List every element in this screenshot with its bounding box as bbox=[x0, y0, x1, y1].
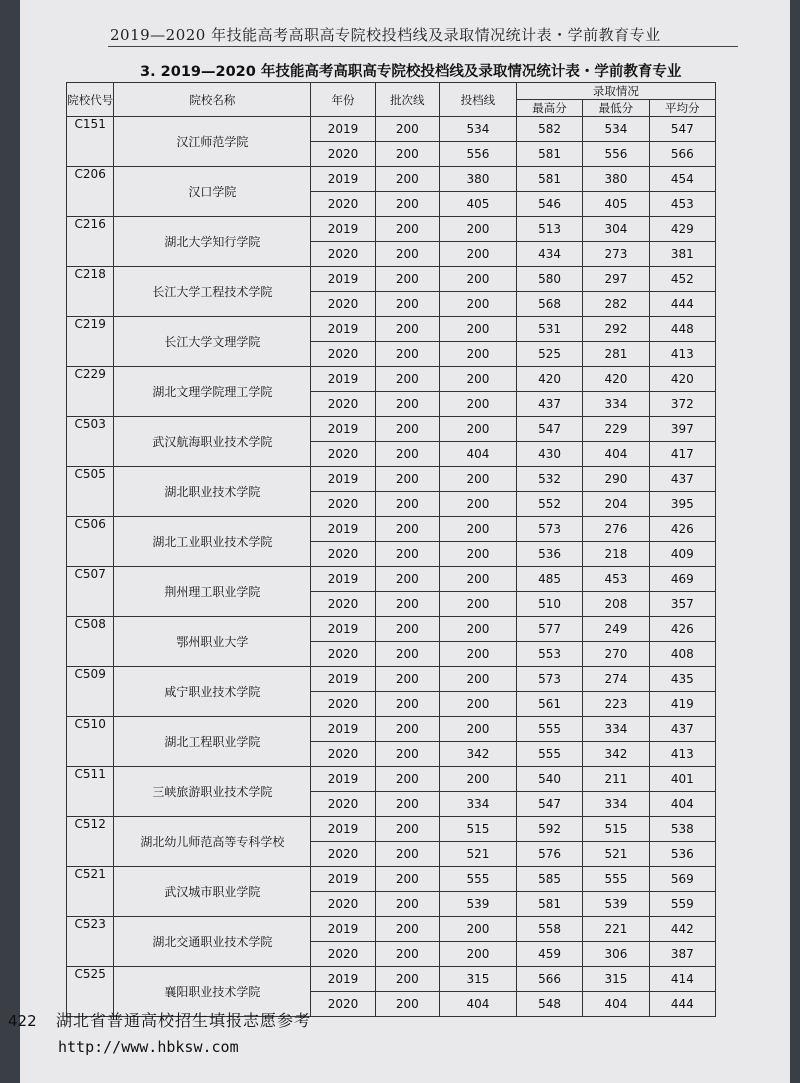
avg-score-cell: 395 bbox=[649, 492, 715, 517]
min-score-cell: 208 bbox=[583, 592, 649, 617]
publication-title: 湖北省普通高校招生填报志愿参考 bbox=[56, 1011, 312, 1030]
max-score-cell: 573 bbox=[516, 517, 582, 542]
page-number: 422 bbox=[8, 1012, 37, 1030]
school-code: C523 bbox=[67, 917, 114, 967]
avg-score-cell: 435 bbox=[649, 667, 715, 692]
toudang-line-cell: 200 bbox=[439, 267, 516, 292]
batch-line-cell: 200 bbox=[375, 742, 439, 767]
min-score-cell: 334 bbox=[583, 392, 649, 417]
table-body bbox=[67, 117, 716, 1017]
toudang-line-cell: 405 bbox=[439, 192, 516, 217]
header-min: 最低分 bbox=[583, 100, 649, 117]
max-score-cell: 531 bbox=[516, 317, 582, 342]
year-cell: 2020 bbox=[311, 992, 375, 1017]
school-name: 湖北工业职业技术学院 bbox=[114, 517, 311, 567]
batch-line-cell: 200 bbox=[375, 117, 439, 142]
batch-line-cell: 200 bbox=[375, 917, 439, 942]
batch-line-cell: 200 bbox=[375, 817, 439, 842]
max-score-cell: 434 bbox=[516, 242, 582, 267]
year-cell: 2019 bbox=[311, 717, 375, 742]
max-score-cell: 513 bbox=[516, 217, 582, 242]
min-score-cell: 405 bbox=[583, 192, 649, 217]
school-code: C151 bbox=[67, 117, 114, 167]
year-cell: 2019 bbox=[311, 117, 375, 142]
batch-line-cell: 200 bbox=[375, 592, 439, 617]
avg-score-cell: 413 bbox=[649, 342, 715, 367]
toudang-line-cell: 200 bbox=[439, 692, 516, 717]
batch-line-cell: 200 bbox=[375, 267, 439, 292]
batch-line-cell: 200 bbox=[375, 167, 439, 192]
table-row bbox=[67, 267, 716, 292]
avg-score-cell: 420 bbox=[649, 367, 715, 392]
toudang-line-cell: 342 bbox=[439, 742, 516, 767]
avg-score-cell: 453 bbox=[649, 192, 715, 217]
header-code: 院校代号 bbox=[67, 83, 114, 117]
year-cell: 2019 bbox=[311, 517, 375, 542]
toudang-line-cell: 380 bbox=[439, 167, 516, 192]
batch-line-cell: 200 bbox=[375, 767, 439, 792]
toudang-line-cell: 404 bbox=[439, 442, 516, 467]
batch-line-cell: 200 bbox=[375, 667, 439, 692]
school-code: C510 bbox=[67, 717, 114, 767]
year-cell: 2019 bbox=[311, 367, 375, 392]
year-cell: 2019 bbox=[311, 317, 375, 342]
school-name: 武汉航海职业技术学院 bbox=[114, 417, 311, 467]
school-name: 湖北交通职业技术学院 bbox=[114, 917, 311, 967]
batch-line-cell: 200 bbox=[375, 942, 439, 967]
max-score-cell: 568 bbox=[516, 292, 582, 317]
toudang-line-cell: 200 bbox=[439, 317, 516, 342]
max-score-cell: 548 bbox=[516, 992, 582, 1017]
min-score-cell: 534 bbox=[583, 117, 649, 142]
max-score-cell: 540 bbox=[516, 767, 582, 792]
table-row bbox=[67, 517, 716, 542]
toudang-line-cell: 200 bbox=[439, 667, 516, 692]
min-score-cell: 334 bbox=[583, 717, 649, 742]
min-score-cell: 404 bbox=[583, 992, 649, 1017]
toudang-line-cell: 404 bbox=[439, 992, 516, 1017]
avg-score-cell: 397 bbox=[649, 417, 715, 442]
table-row bbox=[67, 667, 716, 692]
year-cell: 2020 bbox=[311, 142, 375, 167]
year-cell: 2019 bbox=[311, 667, 375, 692]
year-cell: 2019 bbox=[311, 617, 375, 642]
avg-score-cell: 559 bbox=[649, 892, 715, 917]
max-score-cell: 561 bbox=[516, 692, 582, 717]
batch-line-cell: 200 bbox=[375, 442, 439, 467]
toudang-line-cell: 315 bbox=[439, 967, 516, 992]
max-score-cell: 566 bbox=[516, 967, 582, 992]
header-name: 院校名称 bbox=[114, 83, 311, 117]
min-score-cell: 292 bbox=[583, 317, 649, 342]
year-cell: 2019 bbox=[311, 867, 375, 892]
header-rule bbox=[108, 46, 738, 47]
year-cell: 2019 bbox=[311, 217, 375, 242]
school-code: C508 bbox=[67, 617, 114, 667]
table-row bbox=[67, 767, 716, 792]
avg-score-cell: 381 bbox=[649, 242, 715, 267]
toudang-line-cell: 556 bbox=[439, 142, 516, 167]
toudang-line-cell: 200 bbox=[439, 917, 516, 942]
max-score-cell: 581 bbox=[516, 167, 582, 192]
avg-score-cell: 437 bbox=[649, 717, 715, 742]
batch-line-cell: 200 bbox=[375, 392, 439, 417]
max-score-cell: 592 bbox=[516, 817, 582, 842]
toudang-line-cell: 200 bbox=[439, 942, 516, 967]
header-batch-line: 批次线 bbox=[375, 83, 439, 117]
year-cell: 2019 bbox=[311, 167, 375, 192]
school-name: 湖北工程职业学院 bbox=[114, 717, 311, 767]
max-score-cell: 573 bbox=[516, 667, 582, 692]
min-score-cell: 380 bbox=[583, 167, 649, 192]
min-score-cell: 315 bbox=[583, 967, 649, 992]
school-code: C507 bbox=[67, 567, 114, 617]
max-score-cell: 585 bbox=[516, 867, 582, 892]
header-avg: 平均分 bbox=[649, 100, 715, 117]
header-admission: 录取情况 bbox=[516, 83, 715, 100]
batch-line-cell: 200 bbox=[375, 467, 439, 492]
school-name: 长江大学文理学院 bbox=[114, 317, 311, 367]
year-cell: 2020 bbox=[311, 242, 375, 267]
batch-line-cell: 200 bbox=[375, 142, 439, 167]
table-header-row bbox=[67, 83, 716, 100]
school-code: C216 bbox=[67, 217, 114, 267]
toudang-line-cell: 200 bbox=[439, 567, 516, 592]
school-name: 鄂州职业大学 bbox=[114, 617, 311, 667]
footer-url: http://www.hbksw.com bbox=[58, 1038, 239, 1056]
max-score-cell: 485 bbox=[516, 567, 582, 592]
batch-line-cell: 200 bbox=[375, 217, 439, 242]
max-score-cell: 555 bbox=[516, 742, 582, 767]
avg-score-cell: 408 bbox=[649, 642, 715, 667]
toudang-line-cell: 539 bbox=[439, 892, 516, 917]
max-score-cell: 547 bbox=[516, 792, 582, 817]
year-cell: 2020 bbox=[311, 442, 375, 467]
table-row bbox=[67, 617, 716, 642]
year-cell: 2019 bbox=[311, 767, 375, 792]
table-row bbox=[67, 467, 716, 492]
min-score-cell: 274 bbox=[583, 667, 649, 692]
table-row bbox=[67, 167, 716, 192]
year-cell: 2020 bbox=[311, 842, 375, 867]
avg-score-cell: 426 bbox=[649, 617, 715, 642]
max-score-cell: 437 bbox=[516, 392, 582, 417]
year-cell: 2020 bbox=[311, 392, 375, 417]
min-score-cell: 515 bbox=[583, 817, 649, 842]
toudang-line-cell: 200 bbox=[439, 717, 516, 742]
header-year: 年份 bbox=[311, 83, 375, 117]
year-cell: 2019 bbox=[311, 567, 375, 592]
avg-score-cell: 566 bbox=[649, 142, 715, 167]
school-name: 咸宁职业技术学院 bbox=[114, 667, 311, 717]
batch-line-cell: 200 bbox=[375, 317, 439, 342]
max-score-cell: 581 bbox=[516, 892, 582, 917]
year-cell: 2020 bbox=[311, 942, 375, 967]
toudang-line-cell: 515 bbox=[439, 817, 516, 842]
school-name: 湖北职业技术学院 bbox=[114, 467, 311, 517]
avg-score-cell: 401 bbox=[649, 767, 715, 792]
avg-score-cell: 357 bbox=[649, 592, 715, 617]
school-code: C521 bbox=[67, 867, 114, 917]
school-code: C206 bbox=[67, 167, 114, 217]
toudang-line-cell: 200 bbox=[439, 242, 516, 267]
batch-line-cell: 200 bbox=[375, 642, 439, 667]
batch-line-cell: 200 bbox=[375, 342, 439, 367]
year-cell: 2020 bbox=[311, 892, 375, 917]
header-max: 最高分 bbox=[516, 100, 582, 117]
school-name: 长江大学工程技术学院 bbox=[114, 267, 311, 317]
school-code: C506 bbox=[67, 517, 114, 567]
school-code: C525 bbox=[67, 967, 114, 1017]
table-row bbox=[67, 817, 716, 842]
avg-score-cell: 419 bbox=[649, 692, 715, 717]
year-cell: 2019 bbox=[311, 417, 375, 442]
min-score-cell: 249 bbox=[583, 617, 649, 642]
school-name: 三峡旅游职业技术学院 bbox=[114, 767, 311, 817]
batch-line-cell: 200 bbox=[375, 617, 439, 642]
toudang-line-cell: 200 bbox=[439, 642, 516, 667]
toudang-line-cell: 200 bbox=[439, 342, 516, 367]
toudang-line-cell: 200 bbox=[439, 542, 516, 567]
batch-line-cell: 200 bbox=[375, 867, 439, 892]
year-cell: 2019 bbox=[311, 467, 375, 492]
avg-score-cell: 569 bbox=[649, 867, 715, 892]
toudang-line-cell: 200 bbox=[439, 517, 516, 542]
avg-score-cell: 413 bbox=[649, 742, 715, 767]
toudang-line-cell: 200 bbox=[439, 392, 516, 417]
max-score-cell: 420 bbox=[516, 367, 582, 392]
avg-score-cell: 442 bbox=[649, 917, 715, 942]
toudang-line-cell: 200 bbox=[439, 617, 516, 642]
max-score-cell: 582 bbox=[516, 117, 582, 142]
min-score-cell: 404 bbox=[583, 442, 649, 467]
year-cell: 2020 bbox=[311, 642, 375, 667]
batch-line-cell: 200 bbox=[375, 967, 439, 992]
avg-score-cell: 429 bbox=[649, 217, 715, 242]
year-cell: 2020 bbox=[311, 592, 375, 617]
batch-line-cell: 200 bbox=[375, 292, 439, 317]
toudang-line-cell: 534 bbox=[439, 117, 516, 142]
min-score-cell: 342 bbox=[583, 742, 649, 767]
toudang-line-cell: 200 bbox=[439, 417, 516, 442]
table-row bbox=[67, 717, 716, 742]
min-score-cell: 555 bbox=[583, 867, 649, 892]
max-score-cell: 532 bbox=[516, 467, 582, 492]
max-score-cell: 580 bbox=[516, 267, 582, 292]
toudang-line-cell: 200 bbox=[439, 467, 516, 492]
max-score-cell: 552 bbox=[516, 492, 582, 517]
year-cell: 2019 bbox=[311, 967, 375, 992]
year-cell: 2020 bbox=[311, 542, 375, 567]
school-name: 荆州理工职业学院 bbox=[114, 567, 311, 617]
avg-score-cell: 448 bbox=[649, 317, 715, 342]
avg-score-cell: 454 bbox=[649, 167, 715, 192]
min-score-cell: 221 bbox=[583, 917, 649, 942]
max-score-cell: 547 bbox=[516, 417, 582, 442]
year-cell: 2020 bbox=[311, 292, 375, 317]
min-score-cell: 218 bbox=[583, 542, 649, 567]
year-cell: 2020 bbox=[311, 692, 375, 717]
batch-line-cell: 200 bbox=[375, 692, 439, 717]
batch-line-cell: 200 bbox=[375, 792, 439, 817]
avg-score-cell: 409 bbox=[649, 542, 715, 567]
school-code: C512 bbox=[67, 817, 114, 867]
school-name: 湖北大学知行学院 bbox=[114, 217, 311, 267]
max-score-cell: 576 bbox=[516, 842, 582, 867]
school-code: C218 bbox=[67, 267, 114, 317]
school-code: C505 bbox=[67, 467, 114, 517]
max-score-cell: 555 bbox=[516, 717, 582, 742]
school-code: C219 bbox=[67, 317, 114, 367]
avg-score-cell: 426 bbox=[649, 517, 715, 542]
min-score-cell: 304 bbox=[583, 217, 649, 242]
school-name: 汉口学院 bbox=[114, 167, 311, 217]
toudang-line-cell: 200 bbox=[439, 367, 516, 392]
min-score-cell: 282 bbox=[583, 292, 649, 317]
table-row bbox=[67, 217, 716, 242]
avg-score-cell: 444 bbox=[649, 992, 715, 1017]
min-score-cell: 556 bbox=[583, 142, 649, 167]
batch-line-cell: 200 bbox=[375, 192, 439, 217]
year-cell: 2020 bbox=[311, 342, 375, 367]
toudang-line-cell: 200 bbox=[439, 492, 516, 517]
max-score-cell: 525 bbox=[516, 342, 582, 367]
year-cell: 2020 bbox=[311, 192, 375, 217]
max-score-cell: 430 bbox=[516, 442, 582, 467]
avg-score-cell: 404 bbox=[649, 792, 715, 817]
toudang-line-cell: 334 bbox=[439, 792, 516, 817]
year-cell: 2020 bbox=[311, 492, 375, 517]
school-code: C511 bbox=[67, 767, 114, 817]
max-score-cell: 510 bbox=[516, 592, 582, 617]
school-code: C503 bbox=[67, 417, 114, 467]
toudang-line-cell: 200 bbox=[439, 767, 516, 792]
year-cell: 2019 bbox=[311, 917, 375, 942]
table-row bbox=[67, 917, 716, 942]
batch-line-cell: 200 bbox=[375, 517, 439, 542]
avg-score-cell: 547 bbox=[649, 117, 715, 142]
min-score-cell: 270 bbox=[583, 642, 649, 667]
batch-line-cell: 200 bbox=[375, 842, 439, 867]
max-score-cell: 558 bbox=[516, 917, 582, 942]
min-score-cell: 453 bbox=[583, 567, 649, 592]
min-score-cell: 273 bbox=[583, 242, 649, 267]
max-score-cell: 577 bbox=[516, 617, 582, 642]
batch-line-cell: 200 bbox=[375, 567, 439, 592]
min-score-cell: 334 bbox=[583, 792, 649, 817]
year-cell: 2019 bbox=[311, 267, 375, 292]
table-row bbox=[67, 367, 716, 392]
min-score-cell: 539 bbox=[583, 892, 649, 917]
avg-score-cell: 536 bbox=[649, 842, 715, 867]
min-score-cell: 276 bbox=[583, 517, 649, 542]
batch-line-cell: 200 bbox=[375, 417, 439, 442]
table-title: 3. 2019—2020 年技能高考高职高专院校投档线及录取情况统计表・学前教育专业 bbox=[140, 64, 682, 80]
table-row bbox=[67, 417, 716, 442]
batch-line-cell: 200 bbox=[375, 492, 439, 517]
table-row bbox=[67, 317, 716, 342]
min-score-cell: 521 bbox=[583, 842, 649, 867]
min-score-cell: 229 bbox=[583, 417, 649, 442]
max-score-cell: 536 bbox=[516, 542, 582, 567]
avg-score-cell: 387 bbox=[649, 942, 715, 967]
school-name: 武汉城市职业学院 bbox=[114, 867, 311, 917]
toudang-line-cell: 555 bbox=[439, 867, 516, 892]
min-score-cell: 420 bbox=[583, 367, 649, 392]
school-code: C509 bbox=[67, 667, 114, 717]
running-head: 2019—2020 年技能高考高职高专院校投档线及录取情况统计表・学前教育专业 bbox=[110, 26, 661, 44]
table-row bbox=[67, 967, 716, 992]
min-score-cell: 281 bbox=[583, 342, 649, 367]
header-toudang-line: 投档线 bbox=[439, 83, 516, 117]
year-cell: 2020 bbox=[311, 792, 375, 817]
batch-line-cell: 200 bbox=[375, 717, 439, 742]
min-score-cell: 297 bbox=[583, 267, 649, 292]
min-score-cell: 290 bbox=[583, 467, 649, 492]
avg-score-cell: 444 bbox=[649, 292, 715, 317]
avg-score-cell: 452 bbox=[649, 267, 715, 292]
toudang-line-cell: 200 bbox=[439, 217, 516, 242]
table-row bbox=[67, 867, 716, 892]
toudang-line-cell: 200 bbox=[439, 292, 516, 317]
avg-score-cell: 414 bbox=[649, 967, 715, 992]
year-cell: 2019 bbox=[311, 817, 375, 842]
avg-score-cell: 372 bbox=[649, 392, 715, 417]
school-name: 汉江师范学院 bbox=[114, 117, 311, 167]
max-score-cell: 546 bbox=[516, 192, 582, 217]
avg-score-cell: 469 bbox=[649, 567, 715, 592]
batch-line-cell: 200 bbox=[375, 892, 439, 917]
min-score-cell: 204 bbox=[583, 492, 649, 517]
toudang-line-cell: 200 bbox=[439, 592, 516, 617]
max-score-cell: 459 bbox=[516, 942, 582, 967]
min-score-cell: 211 bbox=[583, 767, 649, 792]
avg-score-cell: 417 bbox=[649, 442, 715, 467]
school-code: C229 bbox=[67, 367, 114, 417]
avg-score-cell: 538 bbox=[649, 817, 715, 842]
batch-line-cell: 200 bbox=[375, 992, 439, 1017]
batch-line-cell: 200 bbox=[375, 542, 439, 567]
min-score-cell: 223 bbox=[583, 692, 649, 717]
toudang-line-cell: 521 bbox=[439, 842, 516, 867]
max-score-cell: 581 bbox=[516, 142, 582, 167]
school-name: 襄阳职业技术学院 bbox=[114, 967, 311, 1017]
admission-table bbox=[66, 82, 716, 1017]
school-name: 湖北幼儿师范高等专科学校 bbox=[114, 817, 311, 867]
min-score-cell: 306 bbox=[583, 942, 649, 967]
batch-line-cell: 200 bbox=[375, 242, 439, 267]
school-name: 湖北文理学院理工学院 bbox=[114, 367, 311, 417]
avg-score-cell: 437 bbox=[649, 467, 715, 492]
max-score-cell: 553 bbox=[516, 642, 582, 667]
table-row bbox=[67, 117, 716, 142]
batch-line-cell: 200 bbox=[375, 367, 439, 392]
year-cell: 2020 bbox=[311, 742, 375, 767]
table-row bbox=[67, 567, 716, 592]
